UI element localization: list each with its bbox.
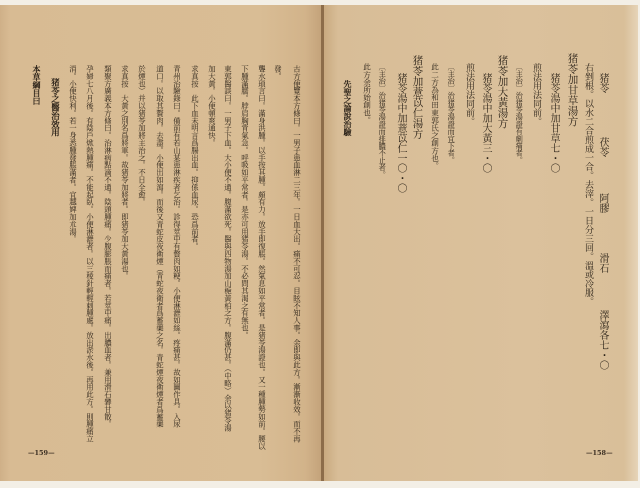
ingredient: 猪苓 bbox=[597, 73, 608, 93]
right-page bbox=[324, 5, 638, 481]
formula-indication: 〔主治〕治猪苓湯證有劇痛者。 bbox=[515, 63, 525, 164]
citation-column: 於煙也）并以猪苓加將主治之。不日全愈。 bbox=[137, 65, 147, 206]
formula-note: 此方余所始創也。 bbox=[362, 63, 372, 124]
author-note-column: 求真按 此下血未明言爲腸出血。抑係血尿。恐爲前者。 bbox=[190, 65, 200, 250]
citation-column: 東郭醫談曰。一男子下血。大小便不通。腹滿欲死。醫與四物湯加山梔黃柏之方。腹滿仍甚。（中略）余以猪苓湯 bbox=[223, 65, 233, 432]
citation-column: 聾水瑣言曰。滿身洪腫。以手按其腫。頗有力。放手即復脹。然氣息如平常者。是猪苓湯證也。又一種腫勢如前。腰以 bbox=[257, 65, 267, 450]
subheading: 本草綱目曰 bbox=[32, 65, 42, 105]
ingredient: 茯苓 bbox=[597, 137, 608, 157]
citation-column: 類聚方廣義本方條曰。治淋病點滴不通。陰頭腫痛。少腹膨脹而痛者。若莖中痛。出膿血者。兼用滑石礬甘散。 bbox=[103, 65, 113, 428]
formula-title: 猪苓加大黃湯方 bbox=[496, 55, 509, 129]
formula-composition: 猪苓湯中加大黃三・〇 bbox=[480, 73, 491, 173]
citation-column: 消。小便快利。若一身悉腫發脹滿者。宜越婢加朮湯。 bbox=[68, 65, 78, 243]
page-number: —159— bbox=[28, 449, 55, 457]
ingredient: 滑石 bbox=[597, 253, 608, 273]
left-page bbox=[0, 5, 322, 481]
formula-indication: 〔主治〕治猪苓湯證而排膿不止者。 bbox=[378, 63, 388, 179]
formula-composition: 猪苓湯中加薏苡仁一〇・〇 bbox=[395, 73, 406, 193]
author-note-column: 求真按 大黃之別名爲將軍。故猪苓加將者。即猪苓加大黃湯也。 bbox=[120, 65, 130, 280]
citation-column: 孕婦七八月後。有陰戶焮熱腫痛。不能起臥。小便淋瀝者。以三稜針輕輕刺腫處。放出淤水後。再用此方。則腫痛立 bbox=[85, 65, 95, 443]
page-number: —158— bbox=[586, 449, 613, 457]
formula-method: 煎法用法同前。 bbox=[464, 63, 474, 126]
section-heading: 先聖之論說治驗 bbox=[343, 80, 353, 136]
citation-column: 青州治驗錄曰。備前有若山某患淋疾者乞治。診得莖中有贅肉如粳。小便淋瀝如絲。疼痛甚。故如圖作具。入尿 bbox=[172, 65, 182, 428]
citation-column: 加大黃。小便頓爽通快。 bbox=[207, 65, 217, 147]
citation-column: 古方便覽本方條曰。一男子患血淋二三年。一日血大出。痛不可忍。目眩不知人事。余即與此方。漸漸收效。而不再 bbox=[292, 65, 302, 443]
citation-column: 道口。以取其贅肉。去盡。小便出如瀉。而後又青蛇皮夜衛煙（青蛇夜衛者爲蓄藥之名。青蛇煙夜衛煙者爲蓄藥 bbox=[155, 65, 165, 428]
formula-indication: 〔主治〕治猪苓湯證而宜下者。 bbox=[447, 63, 457, 164]
section-heading: 猪苓之醫治效用 bbox=[50, 78, 61, 137]
formula-method: 煎法用法同前。 bbox=[531, 63, 541, 126]
preparation-text: 右剉根。以水二合煎成一合。去滓。一日分三回。溫或冷服。 bbox=[583, 63, 593, 306]
formula-composition: 猪苓湯中加甘草七・〇 bbox=[548, 73, 559, 173]
citation-column: 下腫滿臑。脖肩胸背氣急。呼吸如平常者。是亦可用猪苓湯。不必問其渴之有無也。 bbox=[240, 65, 250, 339]
ingredient: 澤瀉各七・〇 bbox=[597, 310, 608, 370]
formula-title: 猪苓加薏苡仁湯方 bbox=[411, 55, 424, 139]
ingredient: 阿膠 bbox=[597, 193, 608, 213]
formula-note: 此二方為和田東郭氏之創方也。 bbox=[430, 63, 440, 170]
formula-title: 猪苓加甘草湯方 bbox=[566, 53, 579, 127]
citation-column: 發。 bbox=[273, 65, 283, 80]
book-spread bbox=[0, 5, 638, 481]
